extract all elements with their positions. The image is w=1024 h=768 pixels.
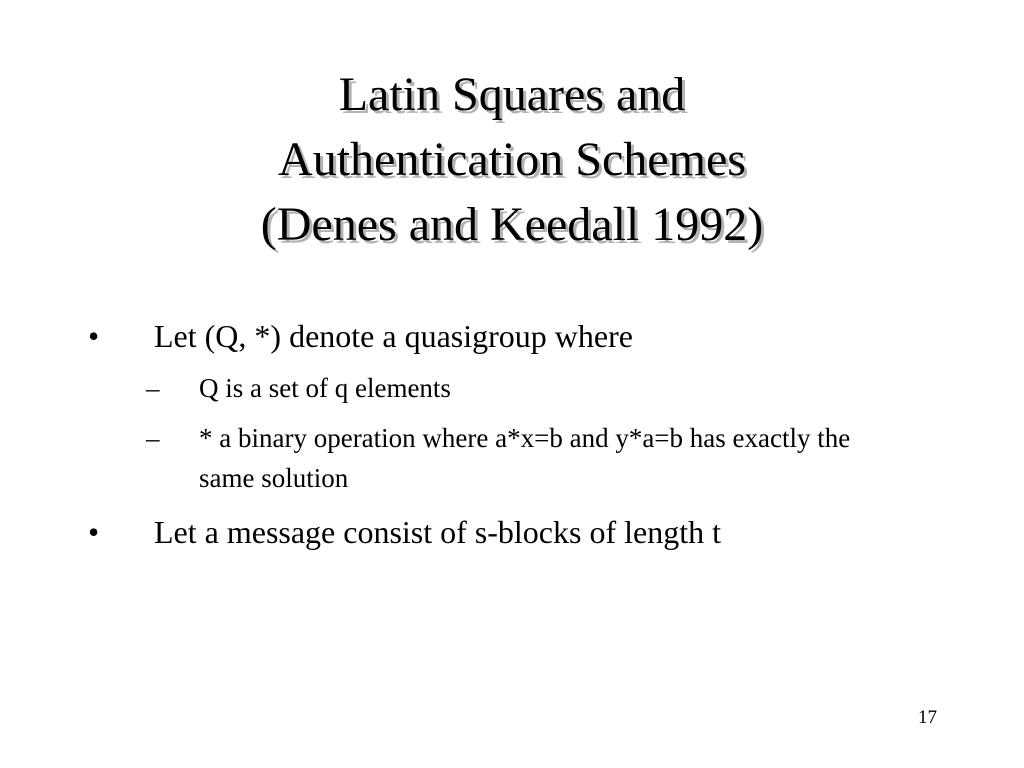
title-line: Authentication Schemes (278, 133, 746, 186)
title-line: Latin Squares and (338, 68, 686, 121)
dash-marker: – (146, 423, 160, 453)
sub-bullet-text: Q is a set of q elements (199, 373, 451, 403)
bullet-text: Let a message consist of s-blocks of length t (154, 514, 721, 550)
title-line: (Denes and Keedall 1992) (260, 198, 764, 251)
page-number: 17 (918, 707, 937, 728)
bullet-marker: • (88, 318, 100, 354)
bullet-text: Let (Q, *) denote a quasigroup where (154, 318, 633, 354)
sub-bullet-text: * a binary operation where a*x=b and y*a=b has exactly the same solution (199, 423, 851, 493)
bullet-marker: • (88, 514, 100, 550)
dash-marker: – (146, 373, 160, 403)
slide-title (0, 62, 1024, 257)
